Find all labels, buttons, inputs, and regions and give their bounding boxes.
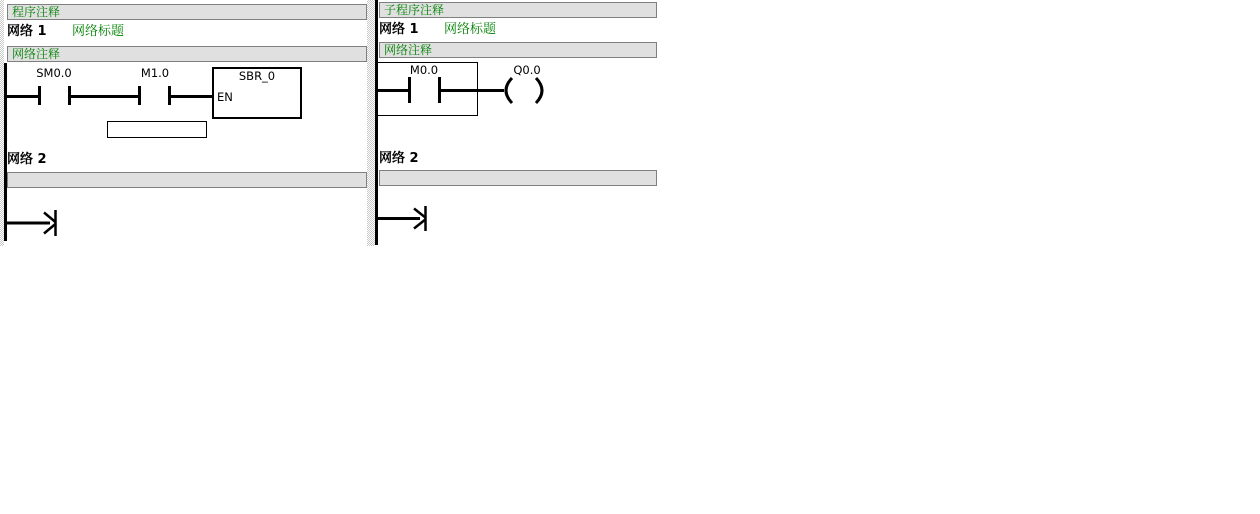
subroutine-call-block[interactable] — [213, 68, 301, 118]
network-1-label-right: 网络 1 — [379, 22, 419, 37]
ladder-graphics — [0, 0, 660, 250]
coil-q0-0-label: Q0.0 — [513, 63, 541, 77]
block-name-label: SBR_0 — [238, 69, 276, 83]
empty-cell-cursor[interactable] — [108, 122, 207, 138]
subroutine-comment-text: 子程序注释 — [384, 3, 445, 17]
network-1-comment-text-right: 网络注释 — [384, 43, 433, 57]
power-rail-right — [375, 0, 378, 245]
contact-m0-0-label: M0.0 — [409, 63, 439, 77]
network-1-title[interactable]: 网络标题 — [72, 24, 125, 39]
network-2-label: 网络 2 — [7, 152, 47, 167]
contact-sm0-0-label: SM0.0 — [36, 66, 72, 80]
network-1-comment-text: 网络注释 — [12, 47, 61, 61]
end-arrow-left — [7, 210, 56, 236]
end-arrow-right — [378, 206, 426, 231]
block-en-label: EN — [217, 90, 233, 104]
contact-m1-0[interactable] — [138, 66, 171, 105]
coil-q0-0[interactable] — [506, 63, 542, 103]
contact-sm0-0[interactable] — [36, 66, 72, 105]
network-1-title-right[interactable]: 网络标题 — [444, 22, 497, 37]
contact-m1-0-label: M1.0 — [140, 66, 170, 80]
network-1-label: 网络 1 — [7, 24, 47, 39]
program-comment-text: 程序注释 — [12, 5, 61, 19]
network-2-label-right: 网络 2 — [379, 151, 419, 166]
rung-wire-left — [7, 95, 213, 98]
power-rail-left — [4, 63, 7, 241]
